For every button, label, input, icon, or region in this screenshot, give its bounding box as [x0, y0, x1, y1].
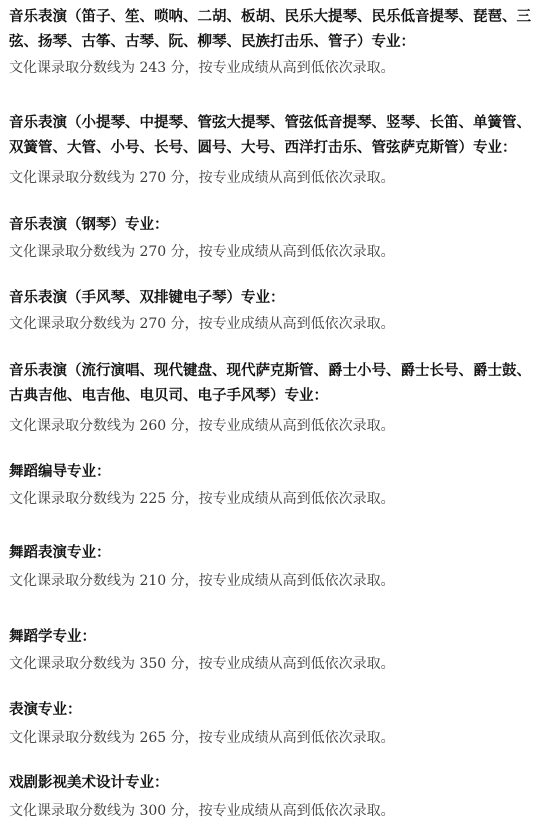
section-heading: 音乐表演（手风琴、双排键电子琴）专业：	[9, 289, 285, 306]
section-heading: 表演专业：	[9, 701, 82, 718]
section-heading: 舞蹈学专业：	[9, 628, 96, 645]
section-rule: 文化课录取分数线为 300 分，按专业成绩从高到低依次录取。	[9, 803, 395, 819]
section-rule: 文化课录取分数线为 210 分，按专业成绩从高到低依次录取。	[9, 573, 395, 589]
section-rule: 文化课录取分数线为 270 分，按专业成绩从高到低依次录取。	[9, 244, 395, 260]
section-heading: 戏剧影视美术设计专业：	[9, 774, 169, 791]
section-rule: 文化课录取分数线为 225 分，按专业成绩从高到低依次录取。	[9, 491, 395, 507]
section-heading: 音乐表演（笛子、笙、唢呐、二胡、板胡、民乐大提琴、民乐低音提琴、琵琶、三弦、扬琴、古筝、古琴、阮、柳琴、民族打击乐、管子）专业：	[9, 8, 531, 50]
section-heading: 舞蹈表演专业：	[9, 544, 111, 561]
section-rule: 文化课录取分数线为 260 分，按专业成绩从高到低依次录取。	[9, 418, 395, 434]
section-rule: 文化课录取分数线为 270 分，按专业成绩从高到低依次录取。	[9, 316, 395, 332]
section-rule: 文化课录取分数线为 270 分，按专业成绩从高到低依次录取。	[9, 170, 395, 186]
section-heading: 音乐表演（钢琴）专业：	[9, 216, 169, 233]
section-rule: 文化课录取分数线为 350 分，按专业成绩从高到低依次录取。	[9, 656, 395, 672]
section-heading: 音乐表演（流行演唱、现代键盘、现代萨克斯管、爵士小号、爵士长号、爵士鼓、古典吉他、电吉他、电贝司、电子手风琴）专业：	[9, 362, 531, 404]
section-heading: 舞蹈编导专业：	[9, 463, 111, 480]
section-heading: 音乐表演（小提琴、中提琴、管弦大提琴、管弦低音提琴、竖琴、长笛、单簧管、双簧管、大管、小号、长号、圆号、大号、西洋打击乐、管弦萨克斯管）专业：	[9, 114, 531, 156]
section-rule: 文化课录取分数线为 265 分，按专业成绩从高到低依次录取。	[9, 730, 395, 746]
section-rule: 文化课录取分数线为 243 分，按专业成绩从高到低依次录取。	[9, 60, 395, 76]
